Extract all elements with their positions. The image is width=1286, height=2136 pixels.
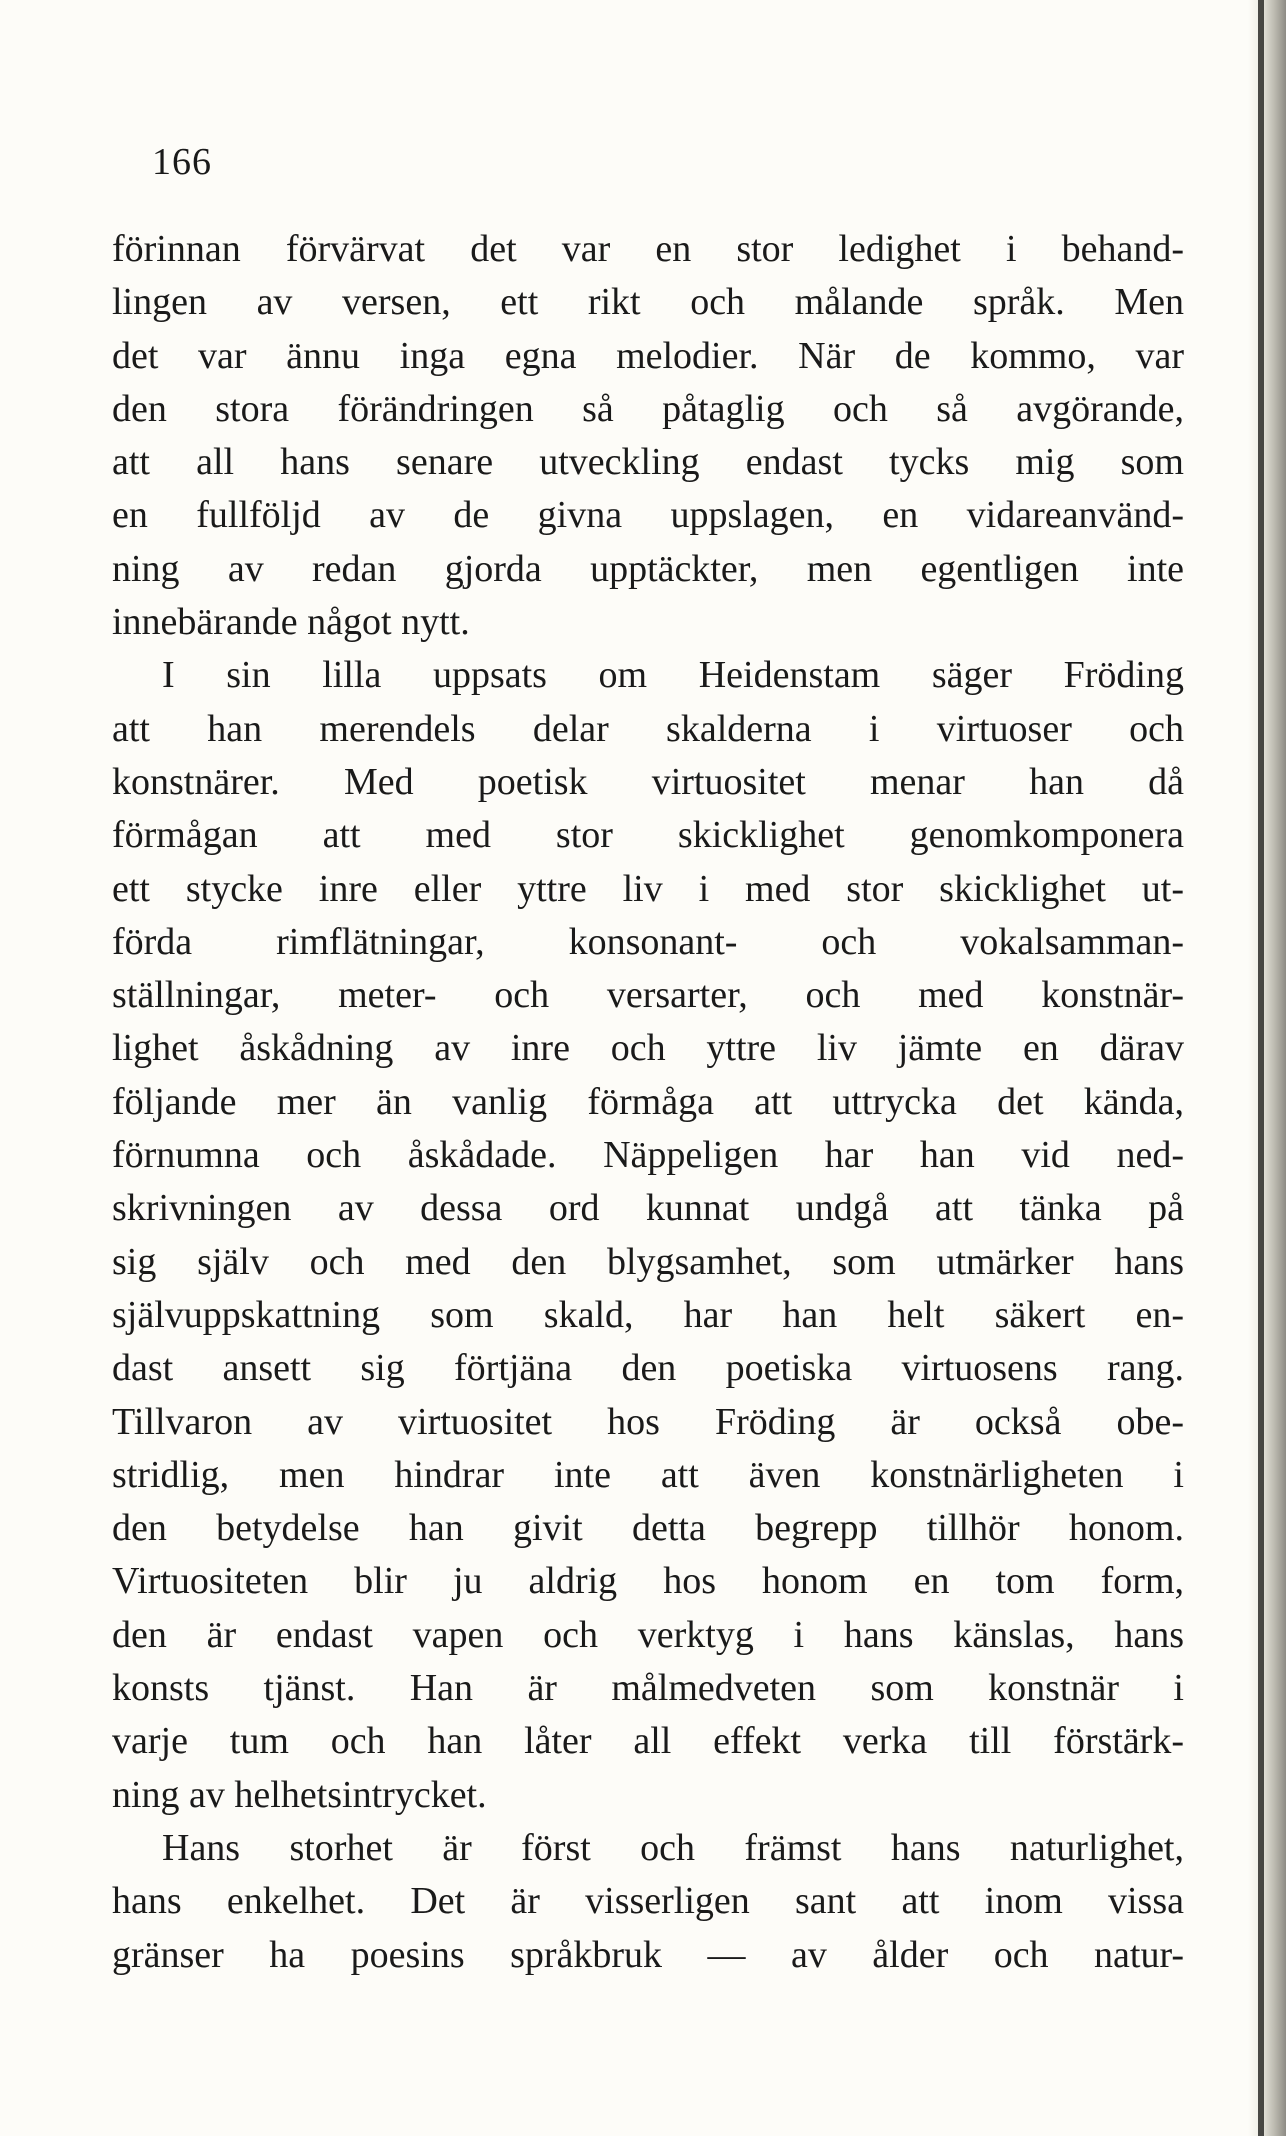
text-line: följande mer än vanlig förmåga att uttrycka det kända, (112, 1080, 1184, 1123)
text-line: konstnärer. Med poetisk virtuositet menar han då (112, 760, 1184, 803)
text-line: ställningar, meter- och versarter, och med konstnär- (112, 974, 1184, 1017)
text-line: konsts tjänst. Han är målmedveten som konstnär i (112, 1667, 1184, 1710)
text-line: Hans storhet är först och främst hans naturlighet, (162, 1826, 1184, 1869)
text-line: ett stycke inre eller yttre liv i med stor skicklighet ut- (112, 867, 1184, 910)
text-line: varje tum och han låter all effekt verka till förstärk- (112, 1720, 1184, 1763)
text-line: en fullföljd av de givna uppslagen, en vidareanvänd- (112, 494, 1184, 537)
text-line: förda rimflätningar, konsonant- och vokalsamman- (112, 920, 1184, 963)
text-line: den stora förändringen så påtaglig och så avgörande, (112, 387, 1184, 430)
text-line: förinnan förvärvat det var en stor ledighet i behand- (112, 228, 1184, 270)
book-spine (1258, 0, 1264, 2136)
text-line: skrivningen av dessa ord kunnat undgå att tänka på (112, 1187, 1184, 1230)
text-line: ning av redan gjorda upptäckter, men egentligen inte (112, 547, 1184, 590)
text-line: det var ännu inga egna melodier. När de kommo, var (112, 334, 1184, 377)
text-line: den betydelse han givit detta begrepp tillhör honom. (112, 1507, 1184, 1550)
text-line: hans enkelhet. Det är visserligen sant att inom vissa (112, 1880, 1184, 1923)
body-text (112, 223, 1184, 1982)
page-number: 166 (152, 141, 212, 183)
text-line: Tillvaron av virtuositet hos Fröding är också obe- (112, 1400, 1184, 1443)
text-line: ning av helhetsintrycket. (112, 1773, 487, 1816)
text-line: Virtuositeten blir ju aldrig hos honom en tom form, (112, 1560, 1184, 1603)
page-edge-shadow (1248, 0, 1286, 2136)
text-line: I sin lilla uppsats om Heidenstam säger Fröding (162, 654, 1184, 697)
text-line: dast ansett sig förtjäna den poetiska virtuosens rang. (112, 1347, 1184, 1390)
text-line: innebärande något nytt. (112, 601, 470, 644)
text-line: lingen av versen, ett rikt och målande språk. Men (112, 281, 1184, 324)
text-line: stridlig, men hindrar inte att även konstnärligheten i (112, 1453, 1184, 1496)
text-line: att all hans senare utveckling endast tycks mig som (112, 441, 1184, 484)
text-line: att han merendels delar skalderna i virtuoser och (112, 707, 1184, 750)
text-line: förmågan att med stor skicklighet genomkomponera (112, 814, 1184, 857)
text-line: självuppskattning som skald, har han helt säkert en- (112, 1293, 1184, 1336)
text-line: lighet åskådning av inre och yttre liv jämte en därav (112, 1027, 1184, 1070)
text-line: gränser ha poesins språkbruk — av ålder och natur- (112, 1933, 1184, 1976)
text-line: förnumna och åskådade. Näppeligen har han vid ned- (112, 1134, 1184, 1177)
text-line: sig själv och med den blygsamhet, som utmärker hans (112, 1240, 1184, 1283)
text-line: den är endast vapen och verktyg i hans känslas, hans (112, 1613, 1184, 1656)
